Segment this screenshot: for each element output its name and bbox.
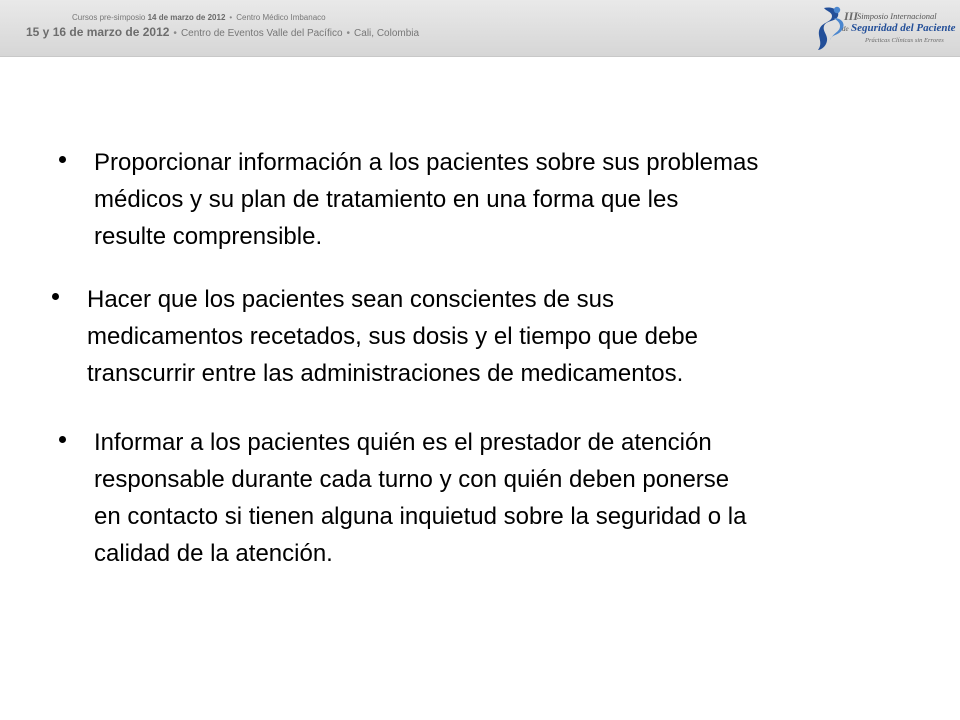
separator-dot: • [229,13,233,22]
bullet-care-provider-info [94,424,914,572]
bullet-line: calidad de la atención. [94,540,333,567]
logo-title-line1: Simposio Internacional [857,11,937,21]
courses-label: Cursos pre-simposio [72,13,148,22]
bullet-dot-icon [59,436,66,443]
bullet-dot-icon [59,156,66,163]
separator-dot: • [346,28,351,39]
bullet-line: responsable durante cada turno y con quién deben ponerse [94,466,730,493]
bullet-line: transcurrir entre las administraciones de medicamentos. [87,360,684,387]
courses-date: 14 de marzo de 2012 [147,13,226,22]
bullet-line: medicamentos recetados, sus dosis y el tiempo que debe [87,323,699,350]
bullet-line: Hacer que los pacientes sean conscientes de sus [87,286,614,313]
logo-de: de [842,25,849,33]
bullet-line: resulte comprensible. [94,223,323,250]
symposium-venue: Centro de Eventos Valle del Pacífico [180,28,343,39]
symposium-dates-line [26,25,419,39]
symposium-city: Cali, Colombia [354,28,420,39]
logo-title-line2: Seguridad del Paciente [851,22,956,34]
slide-header [0,0,960,57]
symposium-dates: 15 y 16 de marzo de 2012 [26,25,170,39]
bullet-line: médicos y su plan de tratamiento en una forma que les [94,186,679,213]
bullet-line: en contacto si tienen alguna inquietud sobre la seguridad o la [94,503,747,530]
presymposium-courses-line [72,13,326,22]
bullet-line: Proporcionar información a los pacientes sobre sus problemas [94,149,759,176]
logo-roman-numeral: III [844,9,859,23]
bullet-line: Informar a los pacientes quién es el prestador de atención [94,429,712,456]
symposium-logo [812,2,960,54]
bullet-medication-awareness [87,281,907,392]
courses-venue: Centro Médico Imbanaco [236,13,326,22]
bullet-patient-information [94,144,914,255]
logo-tagline: Prácticas Clínicas sin Errores [865,37,944,44]
separator-dot: • [173,28,177,39]
bullet-dot-icon [52,293,59,300]
